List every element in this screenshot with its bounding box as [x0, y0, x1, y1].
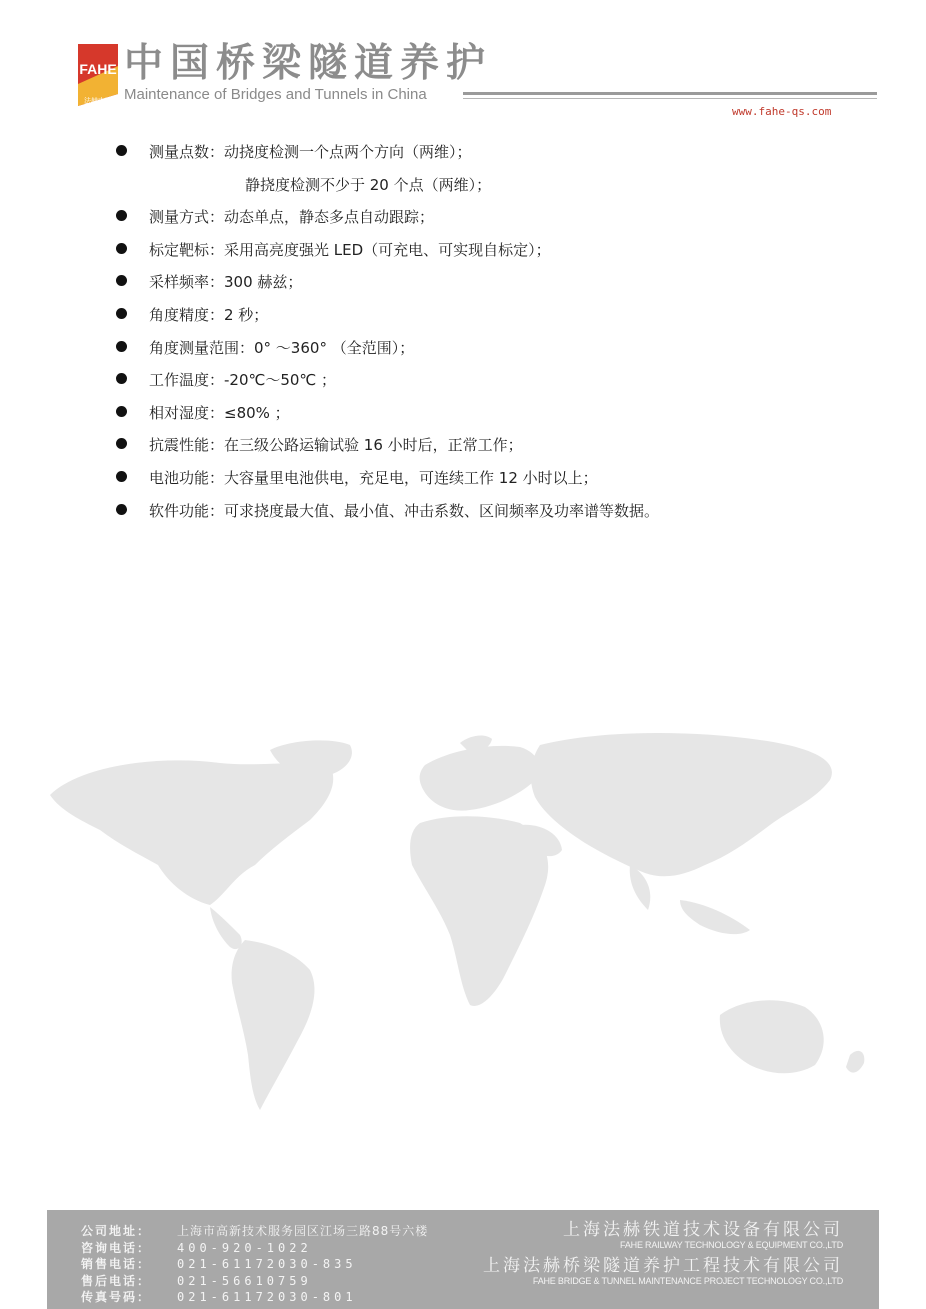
- contact-value: 上海市高新技术服务园区江场三路88号六楼: [177, 1224, 429, 1238]
- contact-row: [81, 1273, 428, 1290]
- spec-text: 角度测量范围：0° ～360° （全范围）；: [149, 338, 415, 357]
- logo-text: FAHE: [79, 61, 117, 77]
- world-map-graphic: [40, 725, 880, 1125]
- spec-item: [112, 466, 872, 499]
- spec-text: 标定靶标：采用高亮度强光 LED（可充电、可实现自标定）；: [149, 240, 551, 259]
- contact-value: 021-56610759: [177, 1273, 312, 1288]
- company-block-railway: [563, 1220, 843, 1251]
- contact-label: 销售电话：: [81, 1257, 152, 1272]
- contact-label: 售后电话：: [81, 1273, 152, 1288]
- website-link[interactable]: www.fahe-qs.com: [732, 105, 832, 118]
- contact-value: 400-920-1022: [177, 1240, 312, 1255]
- spec-list: [112, 140, 872, 531]
- contact-row: [81, 1256, 428, 1273]
- spec-text: 电池功能：大容量里电池供电，充足电，可连续工作 12 小时以上；: [149, 468, 598, 487]
- brand-subtitle: Maintenance of Bridges and Tunnels in China: [124, 86, 427, 103]
- contact-label: 传真号码：: [81, 1290, 152, 1305]
- contact-label: 咨询电话：: [81, 1240, 152, 1255]
- contact-list: [81, 1223, 428, 1306]
- company-name-en: FAHE BRIDGE & TUNNEL MAINTENANCE PROJECT TECHNOLOGY CO.,LTD: [532, 1276, 843, 1286]
- spec-item: [112, 303, 872, 336]
- bullet-icon: [116, 341, 127, 352]
- header-rule: [463, 92, 877, 95]
- page-header: [0, 0, 926, 130]
- spec-item: [112, 368, 872, 401]
- company-block-bridge: [483, 1256, 843, 1287]
- spec-item: [112, 401, 872, 434]
- bullet-icon: [116, 373, 127, 384]
- spec-text: 软件功能：可求挠度最大值、最小值、冲击系数、区间频率及功率谱等数据。: [149, 501, 660, 520]
- bullet-icon: [116, 308, 127, 319]
- bullet-icon: [116, 243, 127, 254]
- page-footer: [47, 1210, 879, 1309]
- company-name-en: FAHE RAILWAY TECHNOLOGY & EQUIPMENT CO.,LTD: [620, 1240, 843, 1250]
- bullet-icon: [116, 275, 127, 286]
- bullet-icon: [116, 210, 127, 221]
- contact-row: [81, 1223, 428, 1240]
- company-name-cn: 上海法赫桥梁隧道养护工程技术有限公司: [483, 1256, 843, 1276]
- contact-label: 公司地址：: [81, 1224, 152, 1238]
- bullet-icon: [116, 471, 127, 482]
- logo-subtext: 法赫中国: [84, 97, 112, 105]
- bullet-icon: [116, 438, 127, 449]
- bullet-icon: [116, 504, 127, 515]
- fahe-logo: [78, 44, 118, 106]
- spec-text: 工作温度：-20℃～50℃ ；: [149, 371, 337, 390]
- spec-item: [112, 205, 872, 238]
- contact-value: 021-61172030-835: [177, 1257, 357, 1272]
- spec-text: 采样频率：300 赫兹；: [149, 273, 303, 292]
- company-name-cn: 上海法赫铁道技术设备有限公司: [563, 1220, 843, 1240]
- spec-text: 测量点数：动挠度检测一个点两个方向（两维）；: [149, 143, 472, 161]
- spec-text: 角度精度：2 秒；: [149, 305, 269, 324]
- spec-item: [112, 270, 872, 303]
- spec-text: 静挠度检测不少于 20 个点（两维）；: [245, 175, 492, 194]
- spec-item: [112, 433, 872, 466]
- spec-item: [112, 336, 872, 369]
- header-rule-thin: [463, 98, 877, 99]
- contact-row: [81, 1240, 428, 1257]
- spec-item: [112, 140, 872, 173]
- spec-text: 相对湿度：≤80% ；: [149, 403, 290, 422]
- spec-item: [112, 499, 872, 532]
- brand-title: 中国桥梁隧道养护: [124, 41, 493, 86]
- bullet-icon: [116, 145, 127, 156]
- spec-item: [112, 238, 872, 271]
- spec-text: 测量方式：动态单点，静态多点自动跟踪；: [149, 208, 435, 227]
- spec-item: [112, 173, 872, 206]
- spec-text: 抗震性能：在三级公路运输试验 16 小时后，正常工作；: [149, 436, 523, 455]
- contact-row: [81, 1289, 428, 1306]
- bullet-icon: [116, 406, 127, 417]
- contact-value: 021-61172030-801: [177, 1290, 357, 1305]
